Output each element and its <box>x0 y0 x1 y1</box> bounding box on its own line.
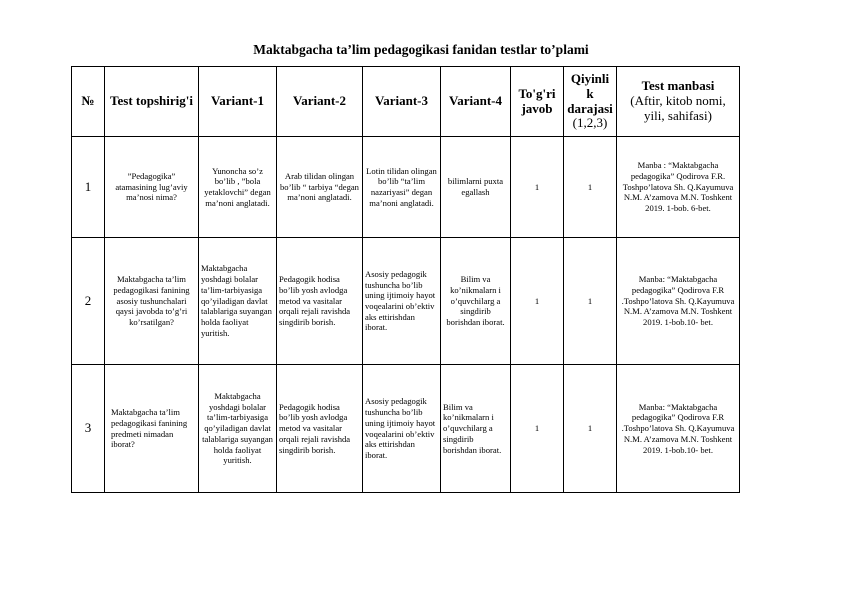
header-source-title: Test manbasi <box>641 78 715 94</box>
variant-3-cell: Lotin tilidan olingan bo’lib “ta’lim nazariyasi” degan ma’noni anglatadi. <box>363 137 441 238</box>
source-cell: Manba : “Maktabgacha pedagogika” Qodirova F.R. Toshpo’latova Sh. Q.Kayumuva N.M. A’zamova M.N. Toshkent 2019. 1-bob. 6-bet. <box>617 137 740 238</box>
header-question: Test topshirig'i <box>105 67 199 137</box>
row-number: 3 <box>72 365 105 493</box>
correct-answer-cell: 1 <box>511 238 564 365</box>
tests-table <box>71 66 740 493</box>
difficulty-cell: 1 <box>564 137 617 238</box>
source-cell: Manba: “Maktabgacha pedagogika” Qodirova F.R .Toshpo’latova Sh. Q.Kayumuva N.M. A’zamova M.N. Toshkent 2019. 1-bob.10- bet. <box>617 238 740 365</box>
correct-answer-cell: 1 <box>511 137 564 238</box>
header-row <box>72 67 740 137</box>
header-correct-answer: To'g'ri javob <box>511 67 564 137</box>
header-difficulty-title: Qiyinli k darajasi <box>567 70 613 116</box>
header-number: № <box>72 67 105 137</box>
question-cell: Maktabgacha ta’lim pedagogikasi fanining predmeti nimadan iborat? <box>105 365 199 493</box>
variant-4-cell: bilimlarni puxta egallash <box>441 137 511 238</box>
table-row <box>72 238 740 365</box>
header-source <box>617 67 740 137</box>
header-variant-1: Variant-1 <box>199 67 277 137</box>
variant-4-cell: Bilim va ko’nikmalarn i o’quvchilarg a singdirib borishdan iborat. <box>441 365 511 493</box>
variant-3-cell: Asosiy pedagogik tushuncha bo’lib uning ijtimoiy hayot voqealarini ob’ektiv aks ettirishdan iborat. <box>363 238 441 365</box>
table-row <box>72 137 740 238</box>
difficulty-cell: 1 <box>564 365 617 493</box>
header-variant-3: Variant-3 <box>363 67 441 137</box>
question-cell: ”Pedagogika” atamasining lug’aviy ma’nosi nima? <box>105 137 199 238</box>
variant-1-cell: Maktabgacha yoshdagi bolalar ta’lim-tarbiyasiga qo’yiladigan davlat talablariga suyangan holda faoliyat yuritish. <box>199 365 277 493</box>
variant-2-cell: Arab tilidan olingan bo’lib “ tarbiya “degan ma’noni anglatadi. <box>277 137 363 238</box>
header-variant-4: Variant-4 <box>441 67 511 137</box>
row-number: 1 <box>72 137 105 238</box>
question-cell: Maktabgacha ta’lim pedagogikasi fanining asosiy tushunchalari qaysi javobda to’g’ri ko’rsatilgan? <box>105 238 199 365</box>
document-title: Maktabgacha ta’lim pedagogikasi fanidan testlar to’plami <box>253 42 589 57</box>
header-variant-2: Variant-2 <box>277 67 363 137</box>
variant-4-cell: Bilim va ko’nikmalarn i o’quvchilarg a singdirib borishdan iborat. <box>441 238 511 365</box>
correct-answer-cell: 1 <box>511 365 564 493</box>
header-source-subtitle: (Aftir, kitob nomi, yili, sahifasi) <box>630 93 726 123</box>
variant-1-cell: Maktabgacha yoshdagi bolalar ta’lim-tarbiyasiga qo’yiladigan davlat talablariga suyangan holda faoliyat yuritish. <box>199 238 277 365</box>
variant-1-cell: Yunoncha so’z bo’lib , ”bola yetaklovchi” degan ma’noni anglatadi. <box>199 137 277 238</box>
variant-2-cell: Pedagogik hodisa bo’lib yosh avlodga metod va vasitalar orqali rejali ravishda singdirib borish. <box>277 238 363 365</box>
table-row <box>72 365 740 493</box>
difficulty-cell: 1 <box>564 238 617 365</box>
source-cell: Manba: “Maktabgacha pedagogika” Qodirova F.R .Toshpo’latova Sh. Q.Kayumuva N.M. A’zamova M.N. Toshkent 2019. 1-bob.10- bet. <box>617 365 740 493</box>
variant-2-cell: Pedagogik hodisa bo’lib yosh avlodga metod va vasitalar orqali rejali ravishda singdirib borish. <box>277 365 363 493</box>
header-difficulty-scale: (1,2,3) <box>572 115 608 131</box>
header-difficulty <box>564 67 617 137</box>
row-number: 2 <box>72 238 105 365</box>
variant-3-cell: Asosiy pedagogik tushuncha bo’lib uning ijtimoiy hayot voqealarini ob’ektiv aks ettirishdan iborat. <box>363 365 441 493</box>
